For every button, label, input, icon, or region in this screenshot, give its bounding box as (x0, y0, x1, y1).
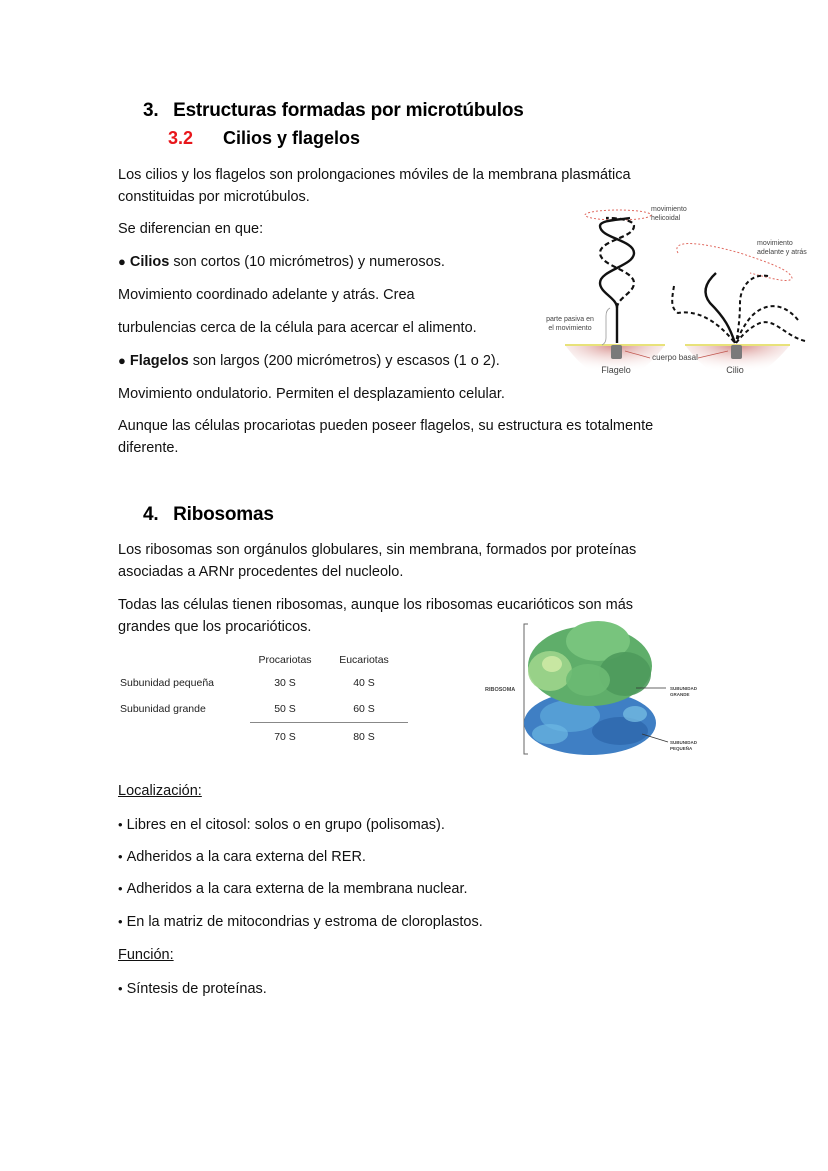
ribosome-diagram (480, 616, 720, 764)
label-helical-1: movimiento (651, 206, 687, 213)
label-small-subunit-2: PEQUEÑA (670, 746, 693, 751)
text-line: Los cilios y los flagelos son prolongaciones móviles de la membrana plasmática (118, 167, 631, 183)
bullet-icon: • (118, 881, 123, 896)
cilios-bullet (118, 251, 445, 273)
list-item-text: Adheridos a la cara externa del RER. (126, 849, 366, 865)
text-line: constituidas por microtúbulos. (118, 189, 310, 205)
localizacion-item (118, 814, 445, 836)
table-total-cell: 80 S (320, 722, 408, 752)
label-large-subunit-1: SUBUNIDAD (670, 686, 697, 691)
table-row (120, 670, 408, 696)
label-backforth-1: movimiento (757, 240, 793, 247)
cilia-flagella-diagram (530, 198, 828, 398)
table-total-row (120, 722, 408, 752)
cilios-text: son cortos (10 micrómetros) y numerosos. (169, 254, 445, 270)
table-row (120, 696, 408, 722)
text-line: Aunque las células procariotas pueden poseer flagelos, su estructura es totalmente (118, 418, 654, 434)
flagelos-term: Flagelos (129, 353, 189, 369)
flagellum-solid (600, 218, 634, 343)
label-basal-body: cuerpo basal (652, 353, 698, 362)
ribosome-subunit-table (120, 650, 408, 752)
cilios-line-2: Movimiento coordinado adelante y atrás. Crea (118, 287, 415, 303)
list-item-text: En la matriz de mitocondrias y estroma de cloroplastos. (126, 914, 483, 930)
label-passive-1: parte pasiva en (546, 316, 594, 323)
flagellum-dashed (600, 218, 634, 308)
table-header-row (120, 650, 408, 670)
label-passive-2: el movimiento (548, 325, 592, 332)
cilios-term: Cilios (129, 254, 170, 270)
subsection-3-2-heading (168, 128, 360, 149)
prokaryote-note (118, 415, 653, 459)
table-total-cell: 70 S (250, 722, 320, 752)
section-3-number: 3. (143, 100, 159, 121)
diff-intro: Se diferencian en que: (118, 221, 264, 237)
localizacion-heading: Localización: (118, 783, 202, 799)
text-line: asociadas a ARNr procedentes del nucleolo. (118, 564, 404, 580)
table-cell: 50 S (274, 702, 296, 715)
section-4-title: Ribosomas (173, 504, 274, 525)
table-header-eucariotas: Eucariotas (339, 654, 389, 666)
localizacion-item (118, 911, 483, 933)
list-item-text: Libres en el citosol: solos o en grupo (polisomas). (126, 817, 445, 833)
table-cell: 30 S (274, 677, 296, 689)
flagelos-line-2: Movimiento ondulatorio. Permiten el desplazamiento celular. (118, 386, 505, 402)
ribosome-intro-paragraph (118, 539, 636, 583)
funcion-heading: Función: (118, 947, 174, 963)
localizacion-item (118, 846, 366, 868)
bullet-icon: • (118, 849, 123, 864)
basal-body-cilio (731, 345, 742, 359)
list-item-text: Adheridos a la cara externa de la membrana nuclear. (126, 881, 468, 897)
bullet-icon: • (118, 981, 123, 996)
table-cell: 60 S (353, 702, 375, 715)
basal-body-flagelo (611, 345, 622, 359)
table-header-cell (120, 650, 250, 670)
table-cell (120, 722, 250, 752)
section-4-heading (143, 504, 274, 526)
text-line: grandes que los procarióticos. (118, 619, 312, 635)
funcion-item (118, 978, 267, 1000)
bullet-icon: ● (118, 353, 126, 368)
bullet-icon: • (118, 914, 123, 929)
text-line: Todas las células tienen ribosomas, aunque los ribosomas eucarióticos son más (118, 597, 634, 613)
flagelos-bullet (118, 350, 500, 372)
bullet-icon: ● (118, 254, 126, 269)
table-header-procariotas: Procariotas (258, 654, 312, 666)
label-small-subunit-1: SUBUNIDAD (670, 740, 697, 745)
localizacion-item (118, 878, 468, 900)
section-4-number: 4. (143, 504, 159, 525)
subsection-number: 3.2 (168, 128, 194, 148)
table-cell: Subunidad grande (120, 703, 206, 715)
subsection-title: Cilios y flagelos (223, 128, 361, 148)
bullet-icon: • (118, 817, 123, 832)
cilium-solid (705, 273, 735, 343)
section-3-heading (143, 100, 524, 122)
table-cell: 40 S (353, 677, 375, 689)
label-cilio: Cilio (726, 365, 744, 375)
flagelos-text: son largos (200 micrómetros) y escasos (1 o 2). (188, 353, 500, 369)
label-flagelo: Flagelo (601, 365, 631, 375)
text-line: Los ribosomas son orgánulos globulares, sin membrana, formados por proteínas (118, 542, 637, 558)
table-cell: Subunidad pequeña (120, 677, 215, 689)
section-3-title: Estructuras formadas por microtúbulos (173, 100, 524, 121)
text-line: diferente. (118, 440, 179, 456)
label-large-subunit-2: GRANDE (670, 692, 690, 697)
cilios-line-3: turbulencias cerca de la célula para acercar el alimento. (118, 320, 477, 336)
label-backforth-2: adelante y atrás (757, 249, 807, 256)
label-ribosoma: RIBOSOMA (485, 687, 516, 693)
label-helical-2: helicoidal (651, 215, 681, 222)
list-item-text: Síntesis de proteínas. (126, 981, 267, 997)
